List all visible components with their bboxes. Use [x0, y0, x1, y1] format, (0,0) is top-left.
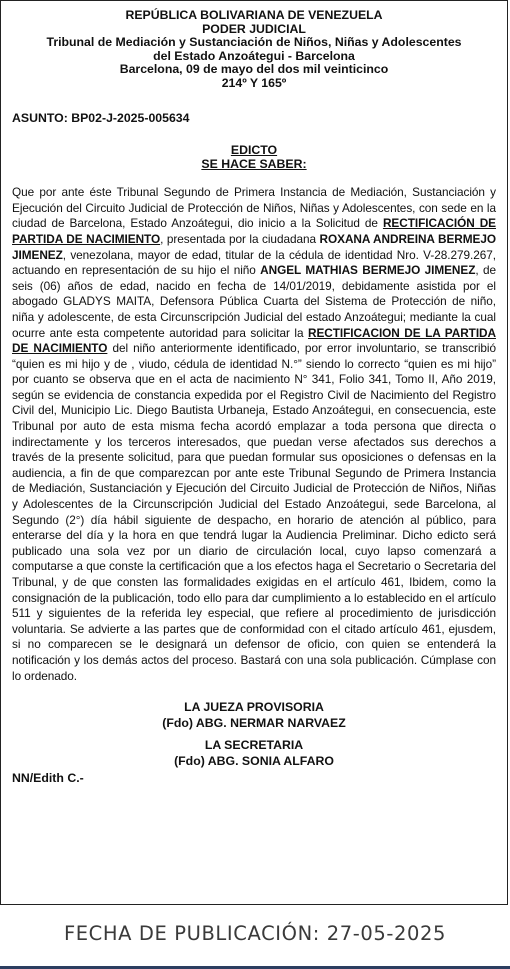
secretary-name: (Fdo) ABG. SONIA ALFARO: [174, 754, 334, 769]
request-type-2: RECTIFICACION DE LA PARTIDA DE NACIMIENTO: [12, 325, 496, 356]
applicant-name: ROXANA ANDREINA BERMEJO JIMENEZ: [12, 231, 496, 262]
judge-title: LA JUEZA PROVISORIA: [184, 700, 324, 715]
judge-name: (Fdo) ABG. NERMAR NARVAEZ: [162, 716, 346, 731]
judge-signature: [12, 699, 496, 731]
header-branch: PODER JUDICIAL: [202, 21, 306, 36]
header-court: Tribunal de Mediación y Sustanciación de Niños, Niñas y Adolescentes: [46, 35, 462, 50]
body-text-4: , de seis (06) años de edad, nacido en fecha de 14/01/2019, debidamente asistida por el abogado GLADYS MAITA, Defensora Pública Cuarta del Sistema de Protección de niño, niña y adolescente, de esta Circunscripción Judicial del estado Anzoátegui; mediante la cual ocurre ante esta competente autoridad para solicitar la: [12, 263, 496, 340]
body-text-1: Que por ante éste Tribunal Segundo de Primera Instancia de Mediación, Sustanciación y Ejecución del Circuito Judicial de Protección de Niños, Niñas y Adolescentes, con sede en la ciudad de Barcelona, Estado Anzoátegui, dio inicio a la Solicitud de: [12, 185, 496, 231]
header-country: REPÚBLICA BOLIVARIANA DE VENEZUELA: [125, 8, 383, 22]
secretary-signature: [12, 737, 496, 769]
drafter-initials: NN/Edith C.-: [12, 771, 84, 786]
child-name: ANGEL MATHIAS BERMEJO JIMENEZ: [260, 263, 476, 278]
body-text-5: del niño anteriormente identificado, por error involuntario, se transcribió “quien es mi hijo y de , viudo, cédula de identidad N.°” siendo lo correcto “quien es mi hijo” por cuanto se observa que en el acta de nacimiento N° 341, Folio 341, Tomo II, Año 2019, según se evidencia de constancia expedida por el Registro Civil de Nacimiento del Registro Civil del, Municipio Lic. Diego Bautista Urbaneja, Estado Anzoátegui, en consecuencia, este Tribunal por auto de esta misma fecha acordó emplazar a toda persona que directa o indirectamente y los terceros interesados, que puedan verse afectados sus derechos a través de la presente solicitud, para que puedan formular sus oposiciones o defensas en la audiencia, a fin de que comparezcan por ante este Tribunal Segundo de Primera Instancia de Mediación, Sustanciación y Ejecución del Circuito Judicial de Protección de Niños, Niñas y Adolescentes de la Circunscripción Judicial del Estado Anzoátegui, sede Barcelona, al Segundo (2°) día hábil siguiente de despacho, en horario de atención al público, para enterarse del día y la hora en que tendrá lugar la Audiencia Preliminar. Dicho edicto será publicado una sola vez por un diario de circulación local, cuyo lapso comenzará a computarse a que conste la certificación que a los efectos haga el Secretario o Secretaria del Tribunal, y de que consten las formalidades exigidas en el artículo 461, Ibidem, como la consignación de la publicación, todo ello para dar cumplimiento a lo establecido en el artículo 511 y siguientes de la referida ley especial, que refiere al procedimiento de jurisdicción voluntaria. Se advierte a las partes que de conformidad con el citado artículo 461, ejusdem, si no comparecen se le designará un defensor de oficio, con quien se entenderá la notificación y los demás actos del proceso. Bastará con una sola publicación. Cúmplase con lo ordenado.: [12, 341, 497, 683]
edict-subtitle: SE HACE SABER:: [201, 157, 307, 172]
case-number: ASUNTO: BP02-J-2025-005634: [12, 110, 190, 125]
body-text-3: , venezolana, mayor de edad, titular de la cédula de identidad Nro. V-28.279.267, actuando en representación de su hijo el niño: [12, 247, 496, 278]
header-date: Barcelona, 09 de mayo del dos mil veinticinco: [119, 62, 389, 77]
publication-date: FECHA DE PUBLICACIÓN: 27-05-2025: [63, 922, 447, 945]
request-type-1: RECTIFICACIÓN DE PARTIDA DE NACIMIENTO: [12, 216, 496, 246]
edict-body: [12, 185, 496, 684]
header: [12, 9, 496, 91]
body-text-2: , presentada por la ciudadana: [160, 231, 320, 246]
secretary-title: LA SECRETARIA: [204, 738, 304, 753]
edict-heading: [12, 143, 496, 171]
header-years: 214º Y 165º: [221, 75, 287, 90]
header-state: del Estado Anzoátegui - Barcelona: [153, 48, 355, 63]
edict-title: EDICTO: [230, 143, 278, 158]
